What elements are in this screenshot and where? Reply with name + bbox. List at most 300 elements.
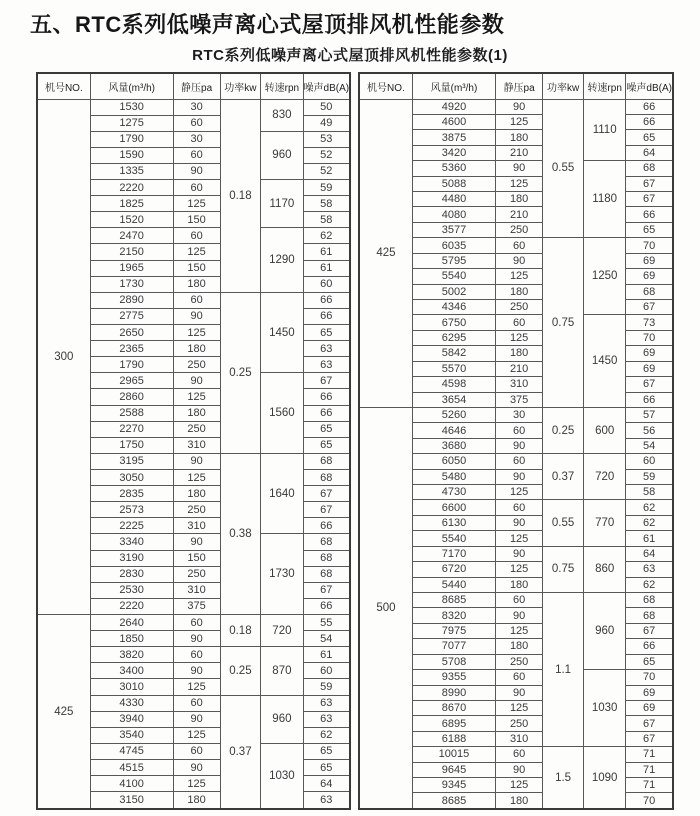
flow-cell: 5540 — [412, 531, 495, 546]
pressure-cell: 90 — [496, 438, 543, 453]
noise-cell: 65 — [303, 437, 350, 453]
model-cell: 425 — [359, 99, 412, 407]
pressure-cell: 125 — [496, 562, 543, 577]
flow-cell: 5002 — [412, 284, 495, 299]
flow-cell: 2650 — [90, 325, 173, 341]
speed-cell: 1170 — [261, 180, 303, 228]
speed-cell: 1030 — [261, 743, 303, 809]
table-row — [37, 615, 350, 631]
pressure-cell: 150 — [173, 212, 220, 228]
column-header: 静压pa — [173, 73, 220, 99]
flow-cell: 1590 — [90, 147, 173, 163]
noise-cell: 68 — [303, 566, 350, 582]
noise-cell: 71 — [626, 762, 673, 777]
noise-cell: 65 — [626, 130, 673, 145]
pressure-cell: 250 — [496, 299, 543, 314]
noise-cell: 67 — [303, 582, 350, 598]
noise-cell: 65 — [303, 421, 350, 437]
noise-cell: 70 — [626, 670, 673, 685]
power-cell: 0.38 — [220, 453, 261, 614]
noise-cell: 50 — [303, 99, 350, 115]
noise-cell: 70 — [626, 793, 673, 809]
flow-cell: 3820 — [90, 647, 173, 663]
pressure-cell: 375 — [496, 392, 543, 407]
noise-cell: 62 — [303, 228, 350, 244]
column-header: 噪声dB(A) — [626, 73, 673, 99]
table-row — [359, 407, 673, 422]
flow-cell: 2573 — [90, 502, 173, 518]
flow-cell: 6035 — [412, 238, 495, 253]
table-row — [359, 99, 673, 114]
pressure-cell: 90 — [496, 253, 543, 268]
noise-cell: 59 — [303, 679, 350, 695]
noise-cell: 52 — [303, 163, 350, 179]
pressure-cell: 250 — [496, 654, 543, 669]
speed-cell: 1560 — [261, 373, 303, 454]
pressure-cell: 180 — [173, 486, 220, 502]
speed-cell: 770 — [583, 500, 625, 546]
flow-cell: 4330 — [90, 695, 173, 711]
model-cell: 300 — [37, 99, 90, 615]
flow-cell: 7077 — [412, 639, 495, 654]
flow-cell: 7170 — [412, 546, 495, 561]
noise-cell: 68 — [303, 470, 350, 486]
flow-cell: 5480 — [412, 469, 495, 484]
flow-cell: 7975 — [412, 623, 495, 638]
pressure-cell: 60 — [173, 695, 220, 711]
noise-cell: 60 — [303, 276, 350, 292]
speed-cell: 870 — [261, 647, 303, 695]
flow-cell: 6295 — [412, 330, 495, 345]
pressure-cell: 90 — [173, 759, 220, 775]
pressure-cell: 90 — [496, 546, 543, 561]
pressure-cell: 125 — [173, 389, 220, 405]
pressure-cell: 30 — [173, 99, 220, 115]
noise-cell: 67 — [626, 623, 673, 638]
noise-cell: 53 — [303, 131, 350, 147]
power-cell: 0.18 — [220, 99, 261, 292]
pressure-cell: 250 — [496, 716, 543, 731]
pressure-cell: 125 — [173, 727, 220, 743]
pressure-cell: 125 — [496, 700, 543, 715]
flow-cell: 1730 — [90, 276, 173, 292]
power-cell: 0.37 — [543, 454, 584, 500]
flow-cell: 3050 — [90, 470, 173, 486]
flow-cell: 1790 — [90, 357, 173, 373]
pressure-cell: 90 — [496, 608, 543, 623]
noise-cell: 68 — [626, 608, 673, 623]
noise-cell: 64 — [626, 145, 673, 160]
pressure-cell: 60 — [496, 670, 543, 685]
flow-cell: 2220 — [90, 180, 173, 196]
noise-cell: 67 — [626, 377, 673, 392]
noise-cell: 54 — [303, 631, 350, 647]
pressure-cell: 310 — [496, 731, 543, 746]
flow-cell: 4100 — [90, 776, 173, 792]
flow-cell: 5440 — [412, 577, 495, 592]
pressure-cell: 60 — [496, 454, 543, 469]
pressure-cell: 60 — [173, 180, 220, 196]
column-header: 机号NO. — [37, 73, 90, 99]
speed-cell: 1030 — [583, 670, 625, 747]
flow-cell: 3577 — [412, 222, 495, 237]
pressure-cell: 375 — [173, 598, 220, 614]
table-subtitle: RTC系列低噪声离心式屋顶排风机性能参数(1) — [192, 47, 508, 64]
flow-cell: 8990 — [412, 685, 495, 700]
pressure-cell: 60 — [173, 147, 220, 163]
pressure-cell: 310 — [173, 518, 220, 534]
pressure-cell: 60 — [496, 315, 543, 330]
flow-cell: 9345 — [412, 778, 495, 793]
flow-cell: 3010 — [90, 679, 173, 695]
flow-cell: 2588 — [90, 405, 173, 421]
pressure-cell: 90 — [173, 663, 220, 679]
column-header: 机号NO. — [359, 73, 412, 99]
flow-cell: 1335 — [90, 163, 173, 179]
pressure-cell: 125 — [173, 244, 220, 260]
pressure-cell: 180 — [173, 405, 220, 421]
column-header: 静压pa — [496, 73, 543, 99]
flow-cell: 2830 — [90, 566, 173, 582]
flow-cell: 2150 — [90, 244, 173, 260]
pressure-cell: 180 — [496, 793, 543, 809]
noise-cell: 67 — [303, 486, 350, 502]
model-cell: 425 — [37, 615, 90, 810]
flow-cell: 5360 — [412, 161, 495, 176]
pressure-cell: 125 — [173, 679, 220, 695]
power-cell: 0.18 — [220, 615, 261, 647]
pressure-cell: 125 — [496, 330, 543, 345]
pressure-cell: 90 — [173, 308, 220, 324]
pressure-cell: 310 — [496, 377, 543, 392]
pressure-cell: 250 — [173, 421, 220, 437]
power-cell: 1.1 — [543, 593, 584, 747]
noise-cell: 69 — [626, 346, 673, 361]
pressure-cell: 90 — [173, 631, 220, 647]
noise-cell: 66 — [626, 207, 673, 222]
pressure-cell: 125 — [496, 176, 543, 191]
speed-cell: 1180 — [583, 161, 625, 238]
pressure-cell: 210 — [496, 361, 543, 376]
speed-cell: 720 — [261, 615, 303, 647]
speed-cell: 1090 — [583, 747, 625, 809]
power-cell: 0.75 — [543, 238, 584, 408]
power-cell: 1.5 — [543, 747, 584, 809]
noise-cell: 66 — [626, 392, 673, 407]
flow-cell: 3680 — [412, 438, 495, 453]
flow-cell: 4646 — [412, 423, 495, 438]
pressure-cell: 310 — [173, 437, 220, 453]
flow-cell: 2775 — [90, 308, 173, 324]
noise-cell: 67 — [626, 176, 673, 191]
flow-cell: 3420 — [412, 145, 495, 160]
flow-cell: 6600 — [412, 500, 495, 515]
flow-cell: 4920 — [412, 99, 495, 114]
power-cell: 0.55 — [543, 500, 584, 546]
flow-cell: 6750 — [412, 315, 495, 330]
column-header: 噪声dB(A) — [303, 73, 350, 99]
flow-cell: 2890 — [90, 292, 173, 308]
noise-cell: 66 — [303, 598, 350, 614]
flow-cell: 2220 — [90, 598, 173, 614]
flow-cell: 5088 — [412, 176, 495, 191]
flow-cell: 4515 — [90, 759, 173, 775]
speed-cell: 720 — [583, 454, 625, 500]
pressure-cell: 250 — [173, 502, 220, 518]
header-row — [37, 73, 350, 99]
noise-cell: 71 — [626, 747, 673, 762]
flow-cell: 4598 — [412, 377, 495, 392]
noise-cell: 67 — [626, 731, 673, 746]
noise-cell: 63 — [303, 711, 350, 727]
noise-cell: 73 — [626, 315, 673, 330]
pressure-cell: 60 — [173, 115, 220, 131]
flow-cell: 10015 — [412, 747, 495, 762]
pressure-cell: 150 — [173, 550, 220, 566]
noise-cell: 63 — [303, 341, 350, 357]
power-cell: 0.55 — [543, 99, 584, 238]
flow-cell: 5260 — [412, 407, 495, 422]
header-row — [359, 73, 673, 99]
noise-cell: 59 — [626, 469, 673, 484]
flow-cell: 2860 — [90, 389, 173, 405]
flow-cell: 3540 — [90, 727, 173, 743]
pressure-cell: 125 — [496, 531, 543, 546]
pressure-cell: 125 — [496, 114, 543, 129]
speed-cell: 1450 — [261, 292, 303, 373]
noise-cell: 63 — [303, 357, 350, 373]
noise-cell: 66 — [303, 405, 350, 421]
pressure-cell: 90 — [173, 453, 220, 469]
noise-cell: 67 — [626, 716, 673, 731]
pressure-cell: 180 — [173, 792, 220, 809]
flow-cell: 4346 — [412, 299, 495, 314]
flow-cell: 3340 — [90, 534, 173, 550]
pressure-cell: 210 — [496, 207, 543, 222]
flow-cell: 1790 — [90, 131, 173, 147]
flow-cell: 2365 — [90, 341, 173, 357]
flow-cell: 5795 — [412, 253, 495, 268]
pressure-cell: 125 — [173, 325, 220, 341]
speed-cell: 860 — [583, 546, 625, 592]
table-row — [37, 99, 350, 115]
speed-cell: 1110 — [583, 99, 625, 161]
flow-cell: 1530 — [90, 99, 173, 115]
pressure-cell: 180 — [496, 130, 543, 145]
noise-cell: 55 — [303, 615, 350, 631]
column-header: 功率kw — [220, 73, 261, 99]
power-cell: 0.75 — [543, 546, 584, 592]
noise-cell: 60 — [303, 663, 350, 679]
noise-cell: 69 — [626, 253, 673, 268]
flow-cell: 3940 — [90, 711, 173, 727]
noise-cell: 56 — [626, 423, 673, 438]
tables-container — [36, 72, 700, 810]
model-cell: 500 — [359, 407, 412, 809]
page-title: 五、RTC系列低噪声离心式屋顶排风机性能参数 — [30, 12, 505, 37]
speed-cell: 1450 — [583, 315, 625, 408]
noise-cell: 68 — [303, 534, 350, 550]
pressure-cell: 180 — [173, 276, 220, 292]
noise-cell: 57 — [626, 407, 673, 422]
flow-cell: 8320 — [412, 608, 495, 623]
flow-cell: 4080 — [412, 207, 495, 222]
flow-cell: 6720 — [412, 562, 495, 577]
noise-cell: 63 — [626, 562, 673, 577]
noise-cell: 66 — [303, 518, 350, 534]
flow-cell: 3654 — [412, 392, 495, 407]
flow-cell: 4600 — [412, 114, 495, 129]
noise-cell: 61 — [303, 647, 350, 663]
flow-cell: 3195 — [90, 453, 173, 469]
speed-cell: 1640 — [261, 453, 303, 534]
flow-cell: 2225 — [90, 518, 173, 534]
pressure-cell: 90 — [496, 762, 543, 777]
pressure-cell: 90 — [173, 163, 220, 179]
noise-cell: 67 — [626, 299, 673, 314]
noise-cell: 54 — [626, 438, 673, 453]
flow-cell: 1750 — [90, 437, 173, 453]
pressure-cell: 250 — [173, 357, 220, 373]
noise-cell: 65 — [303, 743, 350, 759]
flow-cell: 1850 — [90, 631, 173, 647]
pressure-cell: 60 — [496, 423, 543, 438]
pressure-cell: 180 — [496, 192, 543, 207]
power-cell: 0.25 — [220, 647, 261, 695]
noise-cell: 71 — [626, 778, 673, 793]
noise-cell: 64 — [303, 776, 350, 792]
noise-cell: 69 — [626, 700, 673, 715]
pressure-cell: 90 — [173, 534, 220, 550]
pressure-cell: 125 — [496, 485, 543, 500]
noise-cell: 61 — [303, 244, 350, 260]
column-header: 转速rpn — [583, 73, 625, 99]
speed-cell: 830 — [261, 99, 303, 131]
flow-cell: 9645 — [412, 762, 495, 777]
power-cell: 0.25 — [543, 407, 584, 453]
flow-cell: 5570 — [412, 361, 495, 376]
flow-cell: 2470 — [90, 228, 173, 244]
noise-cell: 69 — [626, 361, 673, 376]
noise-cell: 65 — [626, 654, 673, 669]
power-cell: 0.37 — [220, 695, 261, 809]
pressure-cell: 250 — [173, 566, 220, 582]
pressure-cell: 60 — [496, 593, 543, 608]
pressure-cell: 30 — [496, 407, 543, 422]
speed-cell: 960 — [583, 593, 625, 670]
pressure-cell: 180 — [173, 341, 220, 357]
pressure-cell: 125 — [173, 776, 220, 792]
flow-cell: 3875 — [412, 130, 495, 145]
flow-cell: 4480 — [412, 192, 495, 207]
pressure-cell: 90 — [173, 711, 220, 727]
noise-cell: 69 — [626, 685, 673, 700]
noise-cell: 65 — [626, 222, 673, 237]
flow-cell: 2835 — [90, 486, 173, 502]
flow-cell: 8670 — [412, 700, 495, 715]
column-header: 风量(m³/h) — [412, 73, 495, 99]
pressure-cell: 150 — [173, 260, 220, 276]
noise-cell: 62 — [626, 577, 673, 592]
column-header: 功率kw — [543, 73, 584, 99]
noise-cell: 69 — [626, 269, 673, 284]
pressure-cell: 60 — [496, 238, 543, 253]
pressure-cell: 60 — [173, 615, 220, 631]
noise-cell: 65 — [303, 325, 350, 341]
pressure-cell: 60 — [173, 228, 220, 244]
noise-cell: 63 — [303, 695, 350, 711]
flow-cell: 2270 — [90, 421, 173, 437]
flow-cell: 2640 — [90, 615, 173, 631]
noise-cell: 68 — [626, 161, 673, 176]
noise-cell: 66 — [303, 389, 350, 405]
pressure-cell: 180 — [496, 284, 543, 299]
pressure-cell: 210 — [496, 145, 543, 160]
noise-cell: 58 — [303, 212, 350, 228]
noise-cell: 60 — [626, 454, 673, 469]
noise-cell: 62 — [626, 500, 673, 515]
noise-cell: 66 — [626, 114, 673, 129]
flow-cell: 6188 — [412, 731, 495, 746]
flow-cell: 1965 — [90, 260, 173, 276]
pressure-cell: 60 — [173, 743, 220, 759]
flow-cell: 5540 — [412, 269, 495, 284]
noise-cell: 62 — [303, 727, 350, 743]
noise-cell: 49 — [303, 115, 350, 131]
noise-cell: 70 — [626, 330, 673, 345]
noise-cell: 67 — [303, 502, 350, 518]
flow-cell: 2530 — [90, 582, 173, 598]
noise-cell: 58 — [626, 485, 673, 500]
pressure-cell: 60 — [496, 500, 543, 515]
power-cell: 0.25 — [220, 292, 261, 453]
noise-cell: 67 — [626, 192, 673, 207]
flow-cell: 5842 — [412, 346, 495, 361]
flow-cell: 2965 — [90, 373, 173, 389]
noise-cell: 66 — [303, 292, 350, 308]
noise-cell: 70 — [626, 238, 673, 253]
speed-cell: 1250 — [583, 238, 625, 315]
speed-cell: 960 — [261, 131, 303, 179]
flow-cell: 6895 — [412, 716, 495, 731]
noise-cell: 68 — [626, 284, 673, 299]
pressure-cell: 90 — [496, 99, 543, 114]
noise-cell: 66 — [303, 308, 350, 324]
pressure-cell: 60 — [173, 292, 220, 308]
pressure-cell: 125 — [173, 196, 220, 212]
speed-cell: 1730 — [261, 534, 303, 615]
pressure-cell: 310 — [173, 582, 220, 598]
pressure-cell: 180 — [496, 639, 543, 654]
pressure-cell: 30 — [173, 131, 220, 147]
pressure-cell: 125 — [496, 269, 543, 284]
noise-cell: 65 — [303, 759, 350, 775]
noise-cell: 61 — [303, 260, 350, 276]
pressure-cell: 90 — [496, 469, 543, 484]
pressure-cell: 180 — [496, 577, 543, 592]
flow-cell: 1275 — [90, 115, 173, 131]
flow-cell: 8685 — [412, 793, 495, 809]
speed-cell: 1290 — [261, 228, 303, 292]
flow-cell: 6050 — [412, 454, 495, 469]
pressure-cell: 60 — [496, 747, 543, 762]
noise-cell: 68 — [626, 593, 673, 608]
noise-cell: 63 — [303, 792, 350, 809]
pressure-cell: 125 — [496, 778, 543, 793]
noise-cell: 66 — [626, 639, 673, 654]
noise-cell: 58 — [303, 196, 350, 212]
column-header: 风量(m³/h) — [90, 73, 173, 99]
